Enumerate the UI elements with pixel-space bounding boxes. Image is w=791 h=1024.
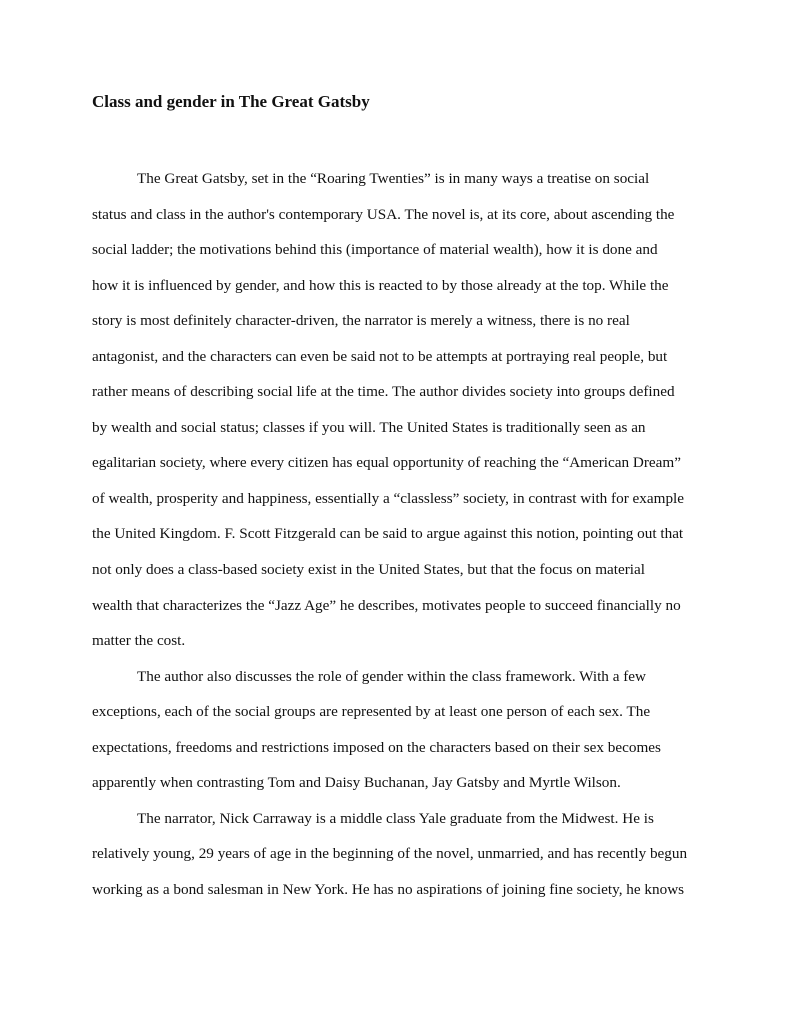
paragraph-3-line-1: The narrator, Nick Carraway is a middle class Yale graduate from the Midwest. He is xyxy=(137,809,654,827)
paragraph-1-line-12: not only does a class-based society exist in the United States, but that the focus on material xyxy=(92,561,645,579)
paragraph-1-line-11: the United Kingdom. F. Scott Fitzgerald can be said to argue against this notion, pointing out that xyxy=(92,525,684,543)
paragraph-1-line-2: status and class in the author's contemporary USA. The novel is, at its core, about ascending the xyxy=(92,205,675,223)
document-title: Class and gender in The Great Gatsby xyxy=(92,92,370,111)
paragraph-1-line-5: story is most definitely character-driven, the narrator is merely a witness, there is no real xyxy=(92,312,630,330)
paragraph-1-line-9: egalitarian society, where every citizen has equal opportunity of reaching the “American Dream” xyxy=(92,454,681,472)
paragraph-1-line-6: antagonist, and the characters can even be said not to be attempts at portraying real people, but xyxy=(92,347,668,365)
paragraph-1-line-1: The Great Gatsby, set in the “Roaring Twenties” is in many ways a treatise on social xyxy=(137,170,650,187)
paragraph-3-line-3: working as a bond salesman in New York. He has no aspirations of joining fine society, he knows xyxy=(92,880,685,898)
paragraph-2-line-2: exceptions, each of the social groups are represented by at least one person of each sex. The xyxy=(92,703,651,721)
paragraph-2-line-4: apparently when contrasting Tom and Daisy Buchanan, Jay Gatsby and Myrtle Wilson. xyxy=(92,774,621,792)
paragraph-1-line-10: of wealth, prosperity and happiness, essentially a “classless” society, in contrast with for example xyxy=(92,489,685,507)
paragraph-1-line-7: rather means of describing social life at the time. The author divides society into groups defined xyxy=(92,383,675,401)
paragraph-3-line-2: relatively young, 29 years of age in the beginning of the novel, unmarried, and has recently begun xyxy=(92,845,688,863)
paragraph-1-line-3: social ladder; the motivations behind this (importance of material wealth), how it is done and xyxy=(92,241,658,259)
document-body xyxy=(92,167,712,913)
paragraph-1-line-4: how it is influenced by gender, and how this is reacted to by those already at the top. While the xyxy=(92,276,669,294)
paragraph-1-line-8: by wealth and social status; classes if you will. The United States is traditionally seen as an xyxy=(92,418,646,436)
paragraph-1-line-13: wealth that characterizes the “Jazz Age” he describes, motivates people to succeed financially no xyxy=(92,596,681,614)
paragraph-2-line-3: expectations, freedoms and restrictions imposed on the characters based on their sex becomes xyxy=(92,738,661,756)
paragraph-2-line-1: The author also discusses the role of gender within the class framework. With a few xyxy=(137,667,647,685)
paragraph-1-line-14: matter the cost. xyxy=(92,632,186,650)
